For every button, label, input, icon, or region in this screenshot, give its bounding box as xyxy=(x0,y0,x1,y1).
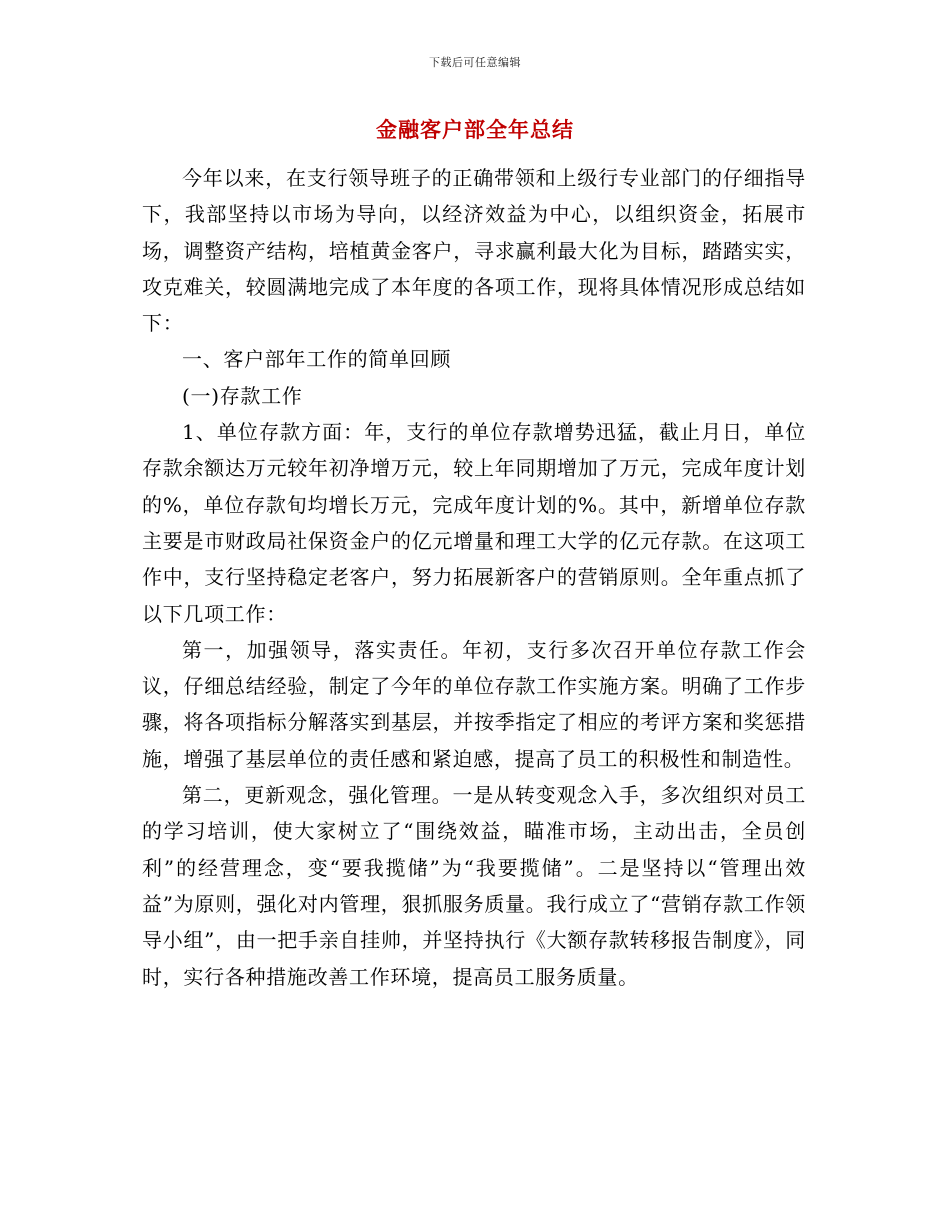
document-title: 金融客户部全年总结 xyxy=(376,117,574,142)
section-heading-review: 一、客户部年工作的简单回顾 xyxy=(182,347,452,372)
paragraph-second-point: 第二，更新观念，强化管理。一是从转变观念入手，多次组织对员工的学习培训，使大家树立了“围绕效益，瞄准市场，主动出击，全员创利”的经营理念，变“要我揽储”为“我要揽储”。二是坚持以“管理出效益”为原则，强化对内管理，狠抓服务质量。我行成立了“营销存款工作领导小组”，由一把手亲自挂帅，并坚持执行《大额存款转移报告制度》，同时，实行各种措施改善工作环境，提高员工服务质量。 xyxy=(142,783,806,989)
paragraph-intro: 今年以来，在支行领导班子的正确带领和上级行专业部门的仔细指导下，我部坚持以市场为导向，以经济效益为中心，以组织资金，拓展市场，调整资产结构，培植黄金客户，寻求赢利最大化为目标，踏踏实实，攻克难关，较圆满地完成了本年度的各项工作，现将具体情况形成总结如下： xyxy=(142,166,806,336)
subsection-heading-deposits: (一)存款工作 xyxy=(182,383,303,408)
header-note: 下载后可任意编辑 xyxy=(429,56,521,69)
paragraph-first-point: 第一，加强领导，落实责任。年初，支行多次召开单位存款工作会议，仔细总结经验，制定了今年的单位存款工作实施方案。明确了工作步骤，将各项指标分解落实到基层，并按季指定了相应的考评方案和奖惩措施，增强了基层单位的责任感和紧迫感，提高了员工的积极性和制造性。 xyxy=(142,637,806,771)
paragraph-unit-deposits: 1、单位存款方面：年，支行的单位存款增势迅猛，截止月日，单位存款余额达万元较年初净增万元，较上年同期增加了万元，完成年度计划的%，单位存款旬均增长万元，完成年度计划的%。其中，新增单位存款主要是市财政局社保资金户的亿元增量和理工大学的亿元存款。在这项工作中，支行坚持稳定老客户，努力拓展新客户的营销原则。全年重点抓了以下几项工作： xyxy=(142,420,806,626)
document-body xyxy=(142,160,806,995)
